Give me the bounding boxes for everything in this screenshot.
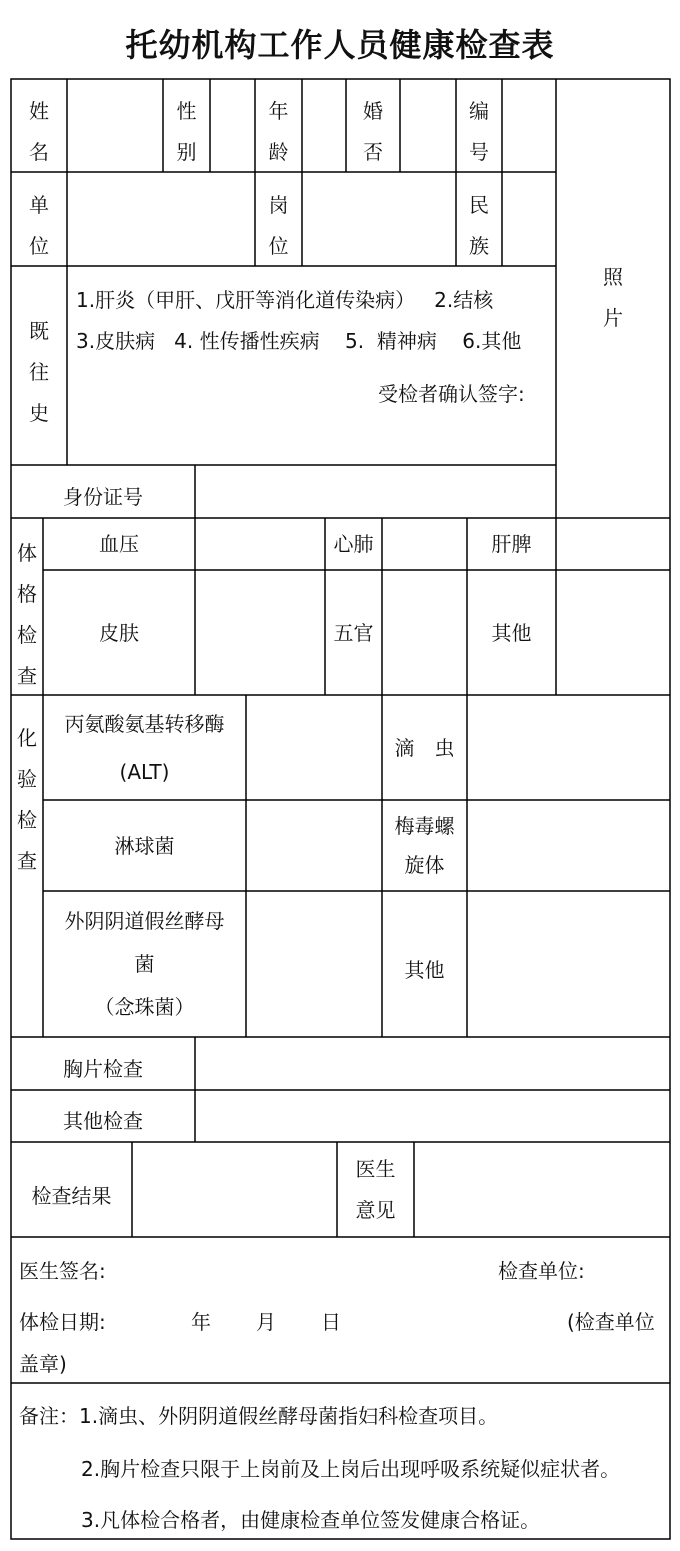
syphilis-label-line-2: 旋体	[404, 852, 445, 877]
syphilis-label	[382, 800, 467, 891]
doctor-signature-label: 医生签名:	[19, 1259, 106, 1283]
history-line-1: 1.肝炎（甲肝、戊肝等消化道传染病） 2.结核	[76, 288, 494, 312]
ethnicity-label: 民 族	[469, 193, 489, 258]
gonococcus-label: 淋球菌	[114, 833, 175, 858]
blood-pressure-label: 血压	[99, 532, 139, 556]
facial-features-label: 五官	[333, 620, 374, 645]
date-day-label: 日	[321, 1310, 341, 1334]
skin-label: 皮肤	[99, 620, 139, 645]
post-label: 岗 位	[268, 193, 289, 258]
physical-other-label: 其他	[491, 620, 532, 645]
form-title: 托幼机构工作人员健康检查表	[125, 26, 555, 64]
exam-unit-label: 检查单位:	[498, 1259, 585, 1283]
syphilis-label-line-1: 梅毒螺	[394, 813, 455, 838]
chest-xray-label: 胸片检查	[63, 1056, 143, 1081]
history-line-2: 3.皮肤病 4. 性传播性疾病 5. 精神病 6.其他	[76, 329, 522, 353]
note-1: 备注：1.滴虫、外阴阴道假丝酵母菌指妇科检查项目。	[19, 1404, 499, 1428]
doctor-opinion-line-1: 医生	[355, 1156, 396, 1181]
date-month-label: 月	[256, 1310, 276, 1334]
other-exam-label: 其他检查	[63, 1109, 143, 1133]
history-signature-label: 受检者确认签字:	[378, 382, 525, 406]
liver-spleen-label: 肝脾	[491, 532, 532, 556]
trichomonas-label: 滴 虫	[394, 735, 455, 760]
photo-label: 照 片	[603, 265, 623, 330]
marital-label: 婚 否	[363, 99, 383, 164]
number-label: 编 号	[469, 99, 489, 164]
doctor-opinion-line-2: 意见	[355, 1197, 396, 1222]
unit-label: 单 位	[29, 193, 49, 258]
date-year-label: 年	[191, 1310, 211, 1334]
candida-label	[43, 891, 246, 1037]
physical-exam-label: 体 格 检 查	[17, 541, 37, 688]
lab-other-label: 其他	[404, 957, 445, 982]
heart-lung-label: 心肺	[333, 532, 374, 556]
stamp-label-line-2: 盖章)	[19, 1352, 67, 1376]
candida-label-line-1: 外阴阴道假丝酵母	[64, 908, 225, 933]
gender-label: 性 别	[176, 99, 197, 164]
candida-label-line-2: 菌	[134, 951, 155, 976]
exam-result-label: 检查结果	[31, 1184, 112, 1208]
stamp-label-line-1: (检查单位	[567, 1310, 655, 1334]
name-label: 姓 名	[29, 99, 49, 164]
note-3: 3.凡体检合格者，由健康检查单位签发健康合格证。	[81, 1508, 541, 1532]
note-2: 2.胸片检查只限于上岗前及上岗后出现呼吸系统疑似症状者。	[81, 1457, 621, 1481]
doctor-opinion-label	[337, 1142, 414, 1237]
alt-label-line-1: 丙氨酸氨基转移酶	[64, 711, 225, 736]
age-label: 年 龄	[268, 99, 289, 164]
id-number-label: 身份证号	[63, 484, 143, 509]
lab-exam-label: 化 验 检 查	[17, 726, 37, 873]
alt-label-line-2: (ALT)	[119, 759, 170, 784]
candida-label-line-3: （念珠菌）	[94, 994, 195, 1019]
history-label: 既 往 史	[29, 319, 49, 425]
exam-date-label: 体检日期:	[19, 1310, 106, 1334]
alt-label	[43, 695, 246, 800]
